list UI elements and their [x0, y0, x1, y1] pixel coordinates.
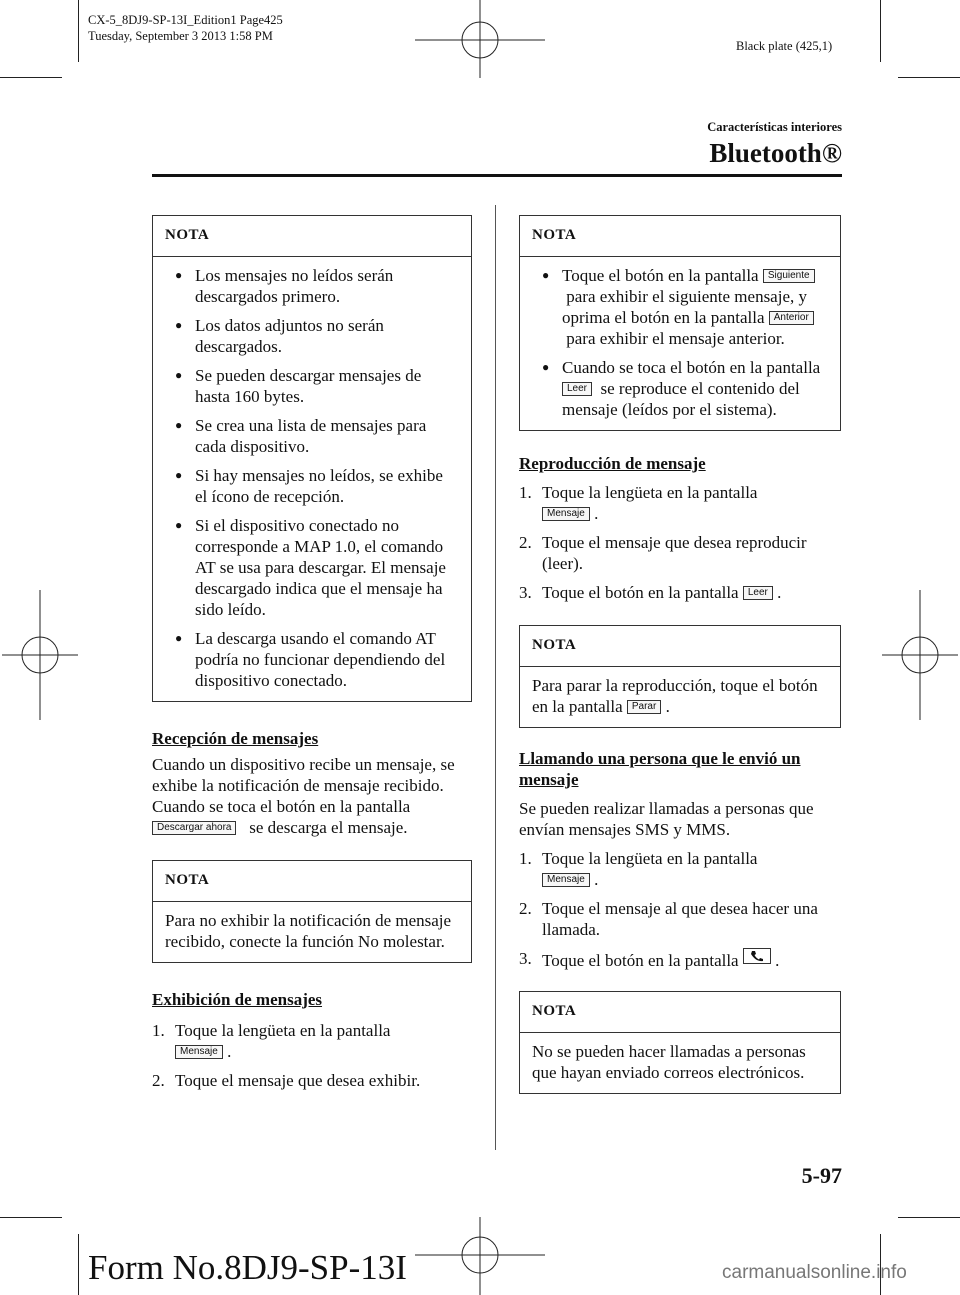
registration-mark-top: [410, 0, 550, 80]
print-job-line: CX-5_8DJ9-SP-13I_Edition1 Page425: [88, 13, 283, 27]
step-item: 2. Toque el mensaje que desea reproducir (leer).: [519, 533, 807, 573]
stop-button: Parar: [627, 700, 661, 714]
step-item: 1. Toque la lengüeta en la pantalla Mensaje .: [152, 1021, 391, 1061]
section-heading-exhibicion: Exhibición de mensajes: [152, 990, 323, 1009]
print-date-line: Tuesday, September 3 2013 1:58 PM: [88, 29, 273, 43]
site-watermark: carmanualsonline.info: [722, 1262, 907, 1283]
message-tab-button: Mensaje: [175, 1045, 223, 1059]
bullet-icon: ●: [175, 418, 183, 432]
step-item: 3. Toque el botón en la pantalla .: [519, 949, 780, 970]
section-heading-reproduccion: Reproducción de mensaje: [519, 454, 706, 473]
download-now-button: Descargar ahora: [152, 821, 236, 835]
bullet-icon: ●: [175, 631, 183, 645]
recepcion-text: Cuando un dispositivo recibe un mensaje, se exhibe la notificación de mensaje recibido.: [152, 755, 455, 795]
right-column: [519, 215, 841, 1094]
column-divider: [495, 205, 496, 1150]
step-item: 1. Toque la lengüeta en la pantalla Mensaje .: [519, 849, 758, 889]
note-bullet: ● Se crea una lista de mensajes para cada dispositivo.: [175, 416, 427, 456]
bullet-icon: ●: [175, 318, 183, 332]
read-button: Leer: [743, 586, 773, 600]
step-item: 2. Toque el mensaje al que desea hacer una llamada.: [519, 899, 818, 939]
read-button: Leer: [562, 382, 592, 396]
plate-label: Black plate (425,1): [736, 39, 833, 53]
note-heading: NOTA: [520, 216, 840, 257]
note-bullet: ● Se pueden descargar mensajes de hasta 160 bytes.: [175, 366, 422, 406]
section-heading-recepcion: Recepción de mensajes: [152, 729, 319, 748]
registration-mark-right: [880, 585, 960, 725]
section-heading-llamando: Llamando una persona que le envió un mensaje: [519, 749, 801, 789]
next-button: Siguiente: [763, 269, 815, 283]
llamando-intro: Se pueden realizar llamadas a personas que envían mensajes SMS y MMS.: [519, 799, 814, 839]
note-box: [152, 215, 472, 702]
bullet-icon: ●: [175, 368, 183, 382]
note-bullet: ● Cuando se toca el botón en la pantalla Leer se reproduce el contenido del mensaje (leídos por el sistema).: [542, 358, 821, 419]
bullet-icon: ●: [175, 468, 183, 482]
left-column: [152, 215, 472, 1099]
step-item: 3. Toque el botón en la pantalla Leer .: [519, 583, 782, 602]
recepcion-instruction: Cuando se toca el botón en la pantalla Descargar ahora se descarga el mensaje.: [152, 797, 411, 837]
note-text: Para no exhibir la notificación de mensaje recibido, conecte la función No molestar.: [165, 911, 452, 951]
page-number: 5-97: [801, 1163, 842, 1188]
bullet-icon: ●: [175, 518, 183, 532]
note-heading: NOTA: [153, 861, 471, 902]
message-tab-button: Mensaje: [542, 873, 590, 887]
bullet-icon: ●: [542, 360, 550, 374]
note-heading: NOTA: [520, 626, 840, 667]
step-item: 2. Toque el mensaje que desea exhibir.: [152, 1071, 421, 1090]
message-tab-button: Mensaje: [542, 507, 590, 521]
header-rule: [152, 174, 842, 177]
bullet-icon: ●: [542, 268, 550, 282]
note-bullet: ● Los datos adjuntos no serán descargados.: [175, 316, 384, 356]
note-bullet: ● La descarga usando el comando AT podría no funcionar dependiendo del dispositivo conectado.: [175, 629, 446, 690]
note-text: Para parar la reproducción, toque el botón en la pantalla Parar .: [532, 676, 818, 716]
note-text: No se pueden hacer llamadas a personas que hayan enviado correos electrónicos.: [532, 1042, 806, 1082]
step-item: 1. Toque la lengüeta en la pantalla Mensaje .: [519, 483, 758, 523]
note-box: [152, 860, 472, 963]
page-title: Bluetooth®: [709, 138, 842, 168]
form-number: Form No.8DJ9-SP-13I: [88, 1248, 407, 1287]
note-heading: NOTA: [520, 992, 840, 1033]
note-bullet: ● Si el dispositivo conectado no corresponde a MAP 1.0, el comando AT se usa para descargar. El mensaje descargado indica que el mensaje ha sido leído.: [175, 516, 446, 619]
registration-mark-bottom: [410, 1215, 550, 1295]
note-bullet: ● Los mensajes no leídos serán descargados primero.: [175, 266, 394, 306]
registration-mark-left: [0, 585, 80, 725]
previous-button: Anterior: [769, 311, 814, 325]
note-box: [519, 991, 841, 1094]
note-box: [519, 215, 841, 431]
note-bullet: ● Toque el botón en la pantalla Siguiente para exhibir el siguiente mensaje, y oprima el botón en la pantalla Anterior para exhibir el mensaje anterior.: [532, 265, 828, 349]
note-box: [519, 625, 841, 728]
section-label: Características interiores: [707, 120, 842, 134]
bullet-icon: ●: [175, 268, 183, 282]
phone-handset-icon: [743, 948, 771, 964]
note-bullet: ● Si hay mensajes no leídos, se exhibe el ícono de recepción.: [175, 466, 443, 506]
note-heading: NOTA: [153, 216, 471, 257]
